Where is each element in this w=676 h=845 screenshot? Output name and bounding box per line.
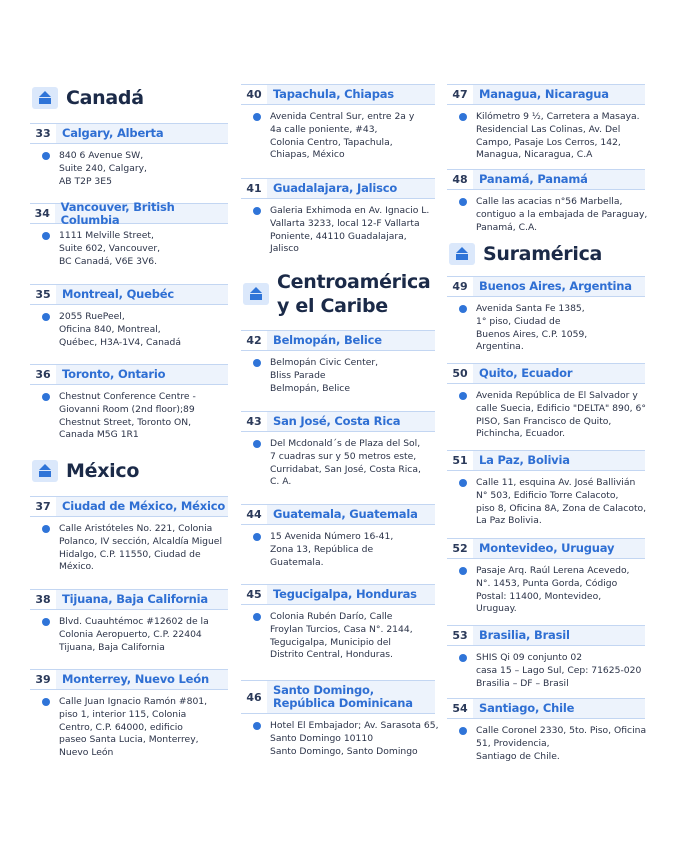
address-line: Tegucigalpa, Municipio del [270,636,391,648]
bullet-dot-icon [253,113,261,121]
address-line: Calle Coronel 2330, 5to. Piso, Oficina [476,725,647,736]
address-line: paseo Santa Lucia, Monterrey, [59,734,199,746]
office-entry-36 [30,364,228,442]
office-entry-46 [241,680,439,758]
section-centroamerica [243,270,430,318]
office-entry-52 [447,538,645,616]
entry-city [267,681,413,713]
entry-city-line: Santo Domingo, [273,683,374,697]
address-line: Avenida República de El Salvador y [476,390,638,401]
address-line: Hotel El Embajador; Av. Sarasota 65, [270,720,439,731]
address-line: Giovanni Room (2nd floor);89 [59,403,195,415]
section-canada [32,86,144,110]
entry-number: 44 [241,505,267,524]
address-line: Tijuana, Baja California [59,641,165,653]
entry-city: Tegucigalpa, Honduras [273,587,417,601]
entry-number: 52 [447,539,473,558]
address-line: 4a calle poniente, #43, [270,123,378,135]
section-suramerica [449,242,602,266]
address-line: Poniente, 44110 Guadalajara, [270,230,407,242]
entry-number: 54 [447,699,473,718]
entry-number: 33 [30,124,56,143]
office-entry-37 [30,496,228,574]
address-line: Kilómetro 9 ½, Carretera a Masaya. [476,111,640,122]
address-line: Avenida Santa Fe 1385, [476,303,585,314]
section-title [277,270,430,318]
entry-number: 45 [241,585,267,604]
office-entry-48 [447,169,648,234]
entry-city: Guatemala, Guatemala [273,507,418,521]
address-line: piso 8, Oficina 8A, Zona de Calacoto, [476,502,647,514]
address-line: 7 cuadras sur y 50 metros este, [270,450,417,462]
address-line: Calle Juan Ignacio Ramón #801, [59,696,208,707]
entry-city: Quito, Ecuador [479,366,573,380]
bullet-dot-icon [42,152,50,160]
address-line: Blvd. Cuauhtémoc #12602 de la [59,616,209,627]
address-line: Avenida Central Sur, entre 2a y [270,111,415,122]
entry-city: Montreal, Quebéc [62,287,174,301]
address-line: Brasilia – DF – Brasil [476,677,569,689]
entry-city: Guadalajara, Jalisco [273,181,398,195]
entry-number: 41 [241,179,267,198]
address-line: calle Suecia, Edificio "DELTA" 890, 6° [476,402,646,414]
section-mexico [32,459,139,483]
entry-city: Managua, Nicaragua [479,87,609,101]
entry-city: Toronto, Ontario [62,367,166,381]
entry-city: La Paz, Bolivia [479,453,570,467]
address-line: 1° piso, Ciudad de [476,315,561,327]
office-entry-54 [447,698,645,763]
entry-number: 48 [447,170,473,189]
address-line: Oficina 840, Montreal, [59,323,161,335]
office-entry-47 [447,84,645,162]
entry-city: Buenos Aires, Argentina [479,279,632,293]
office-entry-39 [30,669,228,760]
bullet-dot-icon [459,727,467,735]
office-entry-34 [30,199,228,268]
bullet-dot-icon [459,392,467,400]
section-title: Canadá [66,87,144,109]
address-line: Uruguay. [476,603,517,615]
address-line: Santo Domingo 10110 [270,732,374,744]
address-line: C. A. [270,476,292,488]
entry-number: 38 [30,590,56,609]
address-line: 51, Providencia, [476,737,550,749]
bullet-dot-icon [459,198,467,206]
office-entry-53 [447,625,645,690]
office-entry-40 [241,84,435,162]
office-entry-45 [241,584,435,662]
address-line: 15 Avenida Número 16-41, [270,531,394,542]
building-icon [32,460,58,482]
address-line: Centro, C.P. 64000, edificio [59,721,183,733]
address-line: N°. 1453, Punta Gorda, Código [476,577,618,589]
address-line: Del Mcdonald´s de Plaza del Sol, [270,438,421,449]
entry-number: 47 [447,85,473,104]
entry-city: San José, Costa Rica [273,414,401,428]
bullet-dot-icon [42,525,50,533]
office-entry-38 [30,589,228,654]
address-line: Calle 11, esquina Av. José Ballivián [476,477,636,488]
address-line: Santo Domingo, Santo Domingo [270,745,418,757]
bullet-dot-icon [253,440,261,448]
address-line: Polanco, IV sección, Alcaldía Miguel [59,535,222,547]
address-line: Managua, Nicaragua, C.A [476,149,593,161]
bullet-dot-icon [459,654,467,662]
address-line: Pichincha, Ecuador. [476,428,566,440]
address-line: BC Canadá, V6E 3V6. [59,255,158,267]
entry-city: Vancouver, British Columbia [60,199,175,227]
office-entry-42 [241,330,435,395]
address-line: Residencial Las Colinas, Av. Del [476,123,621,135]
office-entry-41 [241,178,435,256]
address-line: Froylan Turcios, Casa N°. 2144, [270,623,413,635]
address-line: Bliss Parade [270,369,326,381]
address-line: Argentina. [476,341,524,353]
office-entry-35 [30,284,228,349]
bullet-dot-icon [253,722,261,730]
bullet-dot-icon [42,232,50,240]
entry-number: 39 [30,670,56,689]
entry-city: Ciudad de México, México [62,499,226,513]
bullet-dot-icon [459,305,467,313]
bullet-dot-icon [42,393,50,401]
address-line: Postal: 11400, Montevideo, [476,590,602,602]
entry-city-line: República Dominicana [273,696,413,710]
entry-number: 43 [241,412,267,431]
bullet-dot-icon [459,479,467,487]
address-line: Calle Aristóteles No. 221, Colonia [59,523,213,534]
section-title-line: Centroamérica [277,271,431,293]
entry-city: Tapachula, Chiapas [273,87,394,101]
section-title-line: y el Caribe [277,295,388,317]
building-icon [243,283,269,305]
address-line: Chestnut Street, Toronto ON, [59,416,192,428]
section-title: Suramérica [483,243,603,265]
address-line: Distrito Central, Honduras. [270,649,393,661]
address-line: Santiago de Chile. [476,750,560,762]
address-line: Jalisco [270,243,299,255]
entry-number: 40 [241,85,267,104]
building-icon [32,87,58,109]
bullet-dot-icon [459,113,467,121]
entry-number: 46 [241,681,267,713]
office-entry-44 [241,504,435,569]
address-line: Hidalgo, C.P. 11550, Ciudad de [59,548,201,560]
address-line: Campo, Pasaje Los Cerros, 142, [476,136,621,148]
address-line: Panamá, C.A. [476,221,538,233]
bullet-dot-icon [253,613,261,621]
address-line: Buenos Aires, C.P. 1059, [476,328,588,340]
address-line: Colonia Aeropuerto, C.P. 22404 [59,628,202,640]
entry-city: Tijuana, Baja California [62,592,208,606]
address-line: Québec, H3A-1V4, Canadá [59,336,182,348]
address-line: 2055 RuePeel, [59,311,125,322]
address-line: México. [59,561,94,573]
bullet-dot-icon [42,313,50,321]
entry-number: 37 [30,497,56,516]
address-line: 1111 Melville Street, [59,230,154,241]
bullet-dot-icon [253,533,261,541]
address-line: piso 1, interior 115, Colonia [59,708,187,720]
entry-city: Panamá, Panamá [479,172,588,186]
office-entry-51 [447,450,645,528]
address-line: Colonia Centro, Tapachula, [270,136,393,148]
address-line: Suite 602, Vancouver, [59,242,161,254]
office-entry-33 [30,123,228,188]
building-icon [449,243,475,265]
address-line: Belmopán Civic Center, [270,357,379,368]
entry-number: 49 [447,277,473,296]
office-entry-50 [447,363,645,441]
address-line: 840 6 Avenue SW, [59,150,144,161]
address-line: Guatemala. [270,556,324,568]
address-line: N° 503, Edificio Torre Calacoto, [476,489,619,501]
entry-number: 50 [447,364,473,383]
address-line: contiguo a la embajada de Paraguay, [476,208,648,220]
address-line: Belmopán, Belice [270,382,350,394]
address-line: Curridabat, San José, Costa Rica, [270,463,421,475]
address-line: Chestnut Conference Centre - [59,391,196,402]
address-line: PISO, San Francisco de Quito, [476,415,612,427]
address-line: Galeria Exhimoda en Av. Ignacio L. [270,205,430,216]
bullet-dot-icon [459,567,467,575]
address-line: Chiapas, México [270,149,345,161]
address-line: AB T2P 3E5 [59,175,112,187]
entry-city: Calgary, Alberta [62,126,164,140]
bullet-dot-icon [253,207,261,215]
office-entry-43 [241,411,435,489]
entry-number: 51 [447,451,473,470]
entry-city: Monterrey, Nuevo León [62,672,209,686]
address-line: Canada M5G 1R1 [59,429,139,441]
entry-number: 35 [30,285,56,304]
entry-number: 36 [30,365,56,384]
entry-city: Brasilia, Brasil [479,628,570,642]
address-line: SHIS Qi 09 conjunto 02 [476,652,583,663]
entry-city: Santiago, Chile [479,701,575,715]
address-line: casa 15 – Lago Sul, Cep: 71625-020 [476,664,642,676]
entry-number: 42 [241,331,267,350]
entry-number: 34 [30,204,55,223]
entry-number: 53 [447,626,473,645]
address-line: Colonia Rubén Darío, Calle [270,611,393,622]
bullet-dot-icon [253,359,261,367]
entry-city: Belmopán, Belice [273,333,382,347]
office-entry-49 [447,276,645,354]
entry-city: Montevideo, Uruguay [479,541,615,555]
address-line: Nuevo León [59,747,114,759]
address-line: La Paz Bolivia. [476,515,542,527]
address-line: Suite 240, Calgary, [59,162,147,174]
address-line: Calle las acacias n°56 Marbella, [476,196,623,207]
address-line: Zona 13, República de [270,543,374,555]
section-title: México [66,460,140,482]
bullet-dot-icon [42,698,50,706]
address-line: Vallarta 3233, local 12-F Vallarta [270,217,420,229]
address-line: Pasaje Arq. Raúl Lerena Acevedo, [476,565,630,576]
bullet-dot-icon [42,618,50,626]
